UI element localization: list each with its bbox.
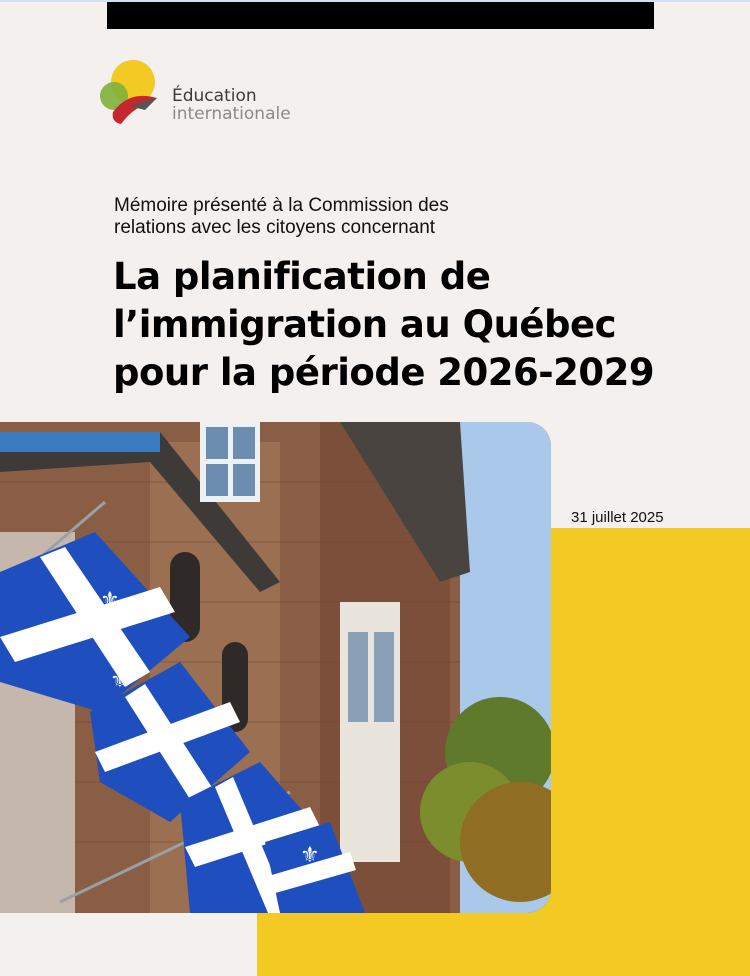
svg-text:⚜: ⚜ <box>110 668 130 693</box>
cover-photo <box>0 422 551 913</box>
document-subtitle <box>114 195 534 239</box>
subtitle-line2: relations avec les citoyens concernant <box>114 217 436 238</box>
title-line3: pour la période 2026-2029 <box>113 351 655 394</box>
svg-text:⚜: ⚜ <box>190 718 210 743</box>
logo-text-line2: internationale <box>172 104 291 124</box>
logo-text-line1: Éducation <box>172 86 257 106</box>
title-line1: La planification de <box>113 255 491 298</box>
header-black-bar <box>107 2 654 29</box>
svg-text:⚜: ⚜ <box>300 843 320 868</box>
document-title <box>113 253 673 397</box>
title-line2: l’immigration au Québec <box>113 303 617 346</box>
logo-icon <box>99 60 169 130</box>
photo-quebec-flags-icon <box>0 422 551 913</box>
svg-text:⚜: ⚜ <box>100 588 120 613</box>
education-internationale-logo <box>99 60 299 130</box>
publication-date: 31 juillet 2025 <box>571 509 664 526</box>
subtitle-line1: Mémoire présenté à la Commission des <box>114 195 449 216</box>
